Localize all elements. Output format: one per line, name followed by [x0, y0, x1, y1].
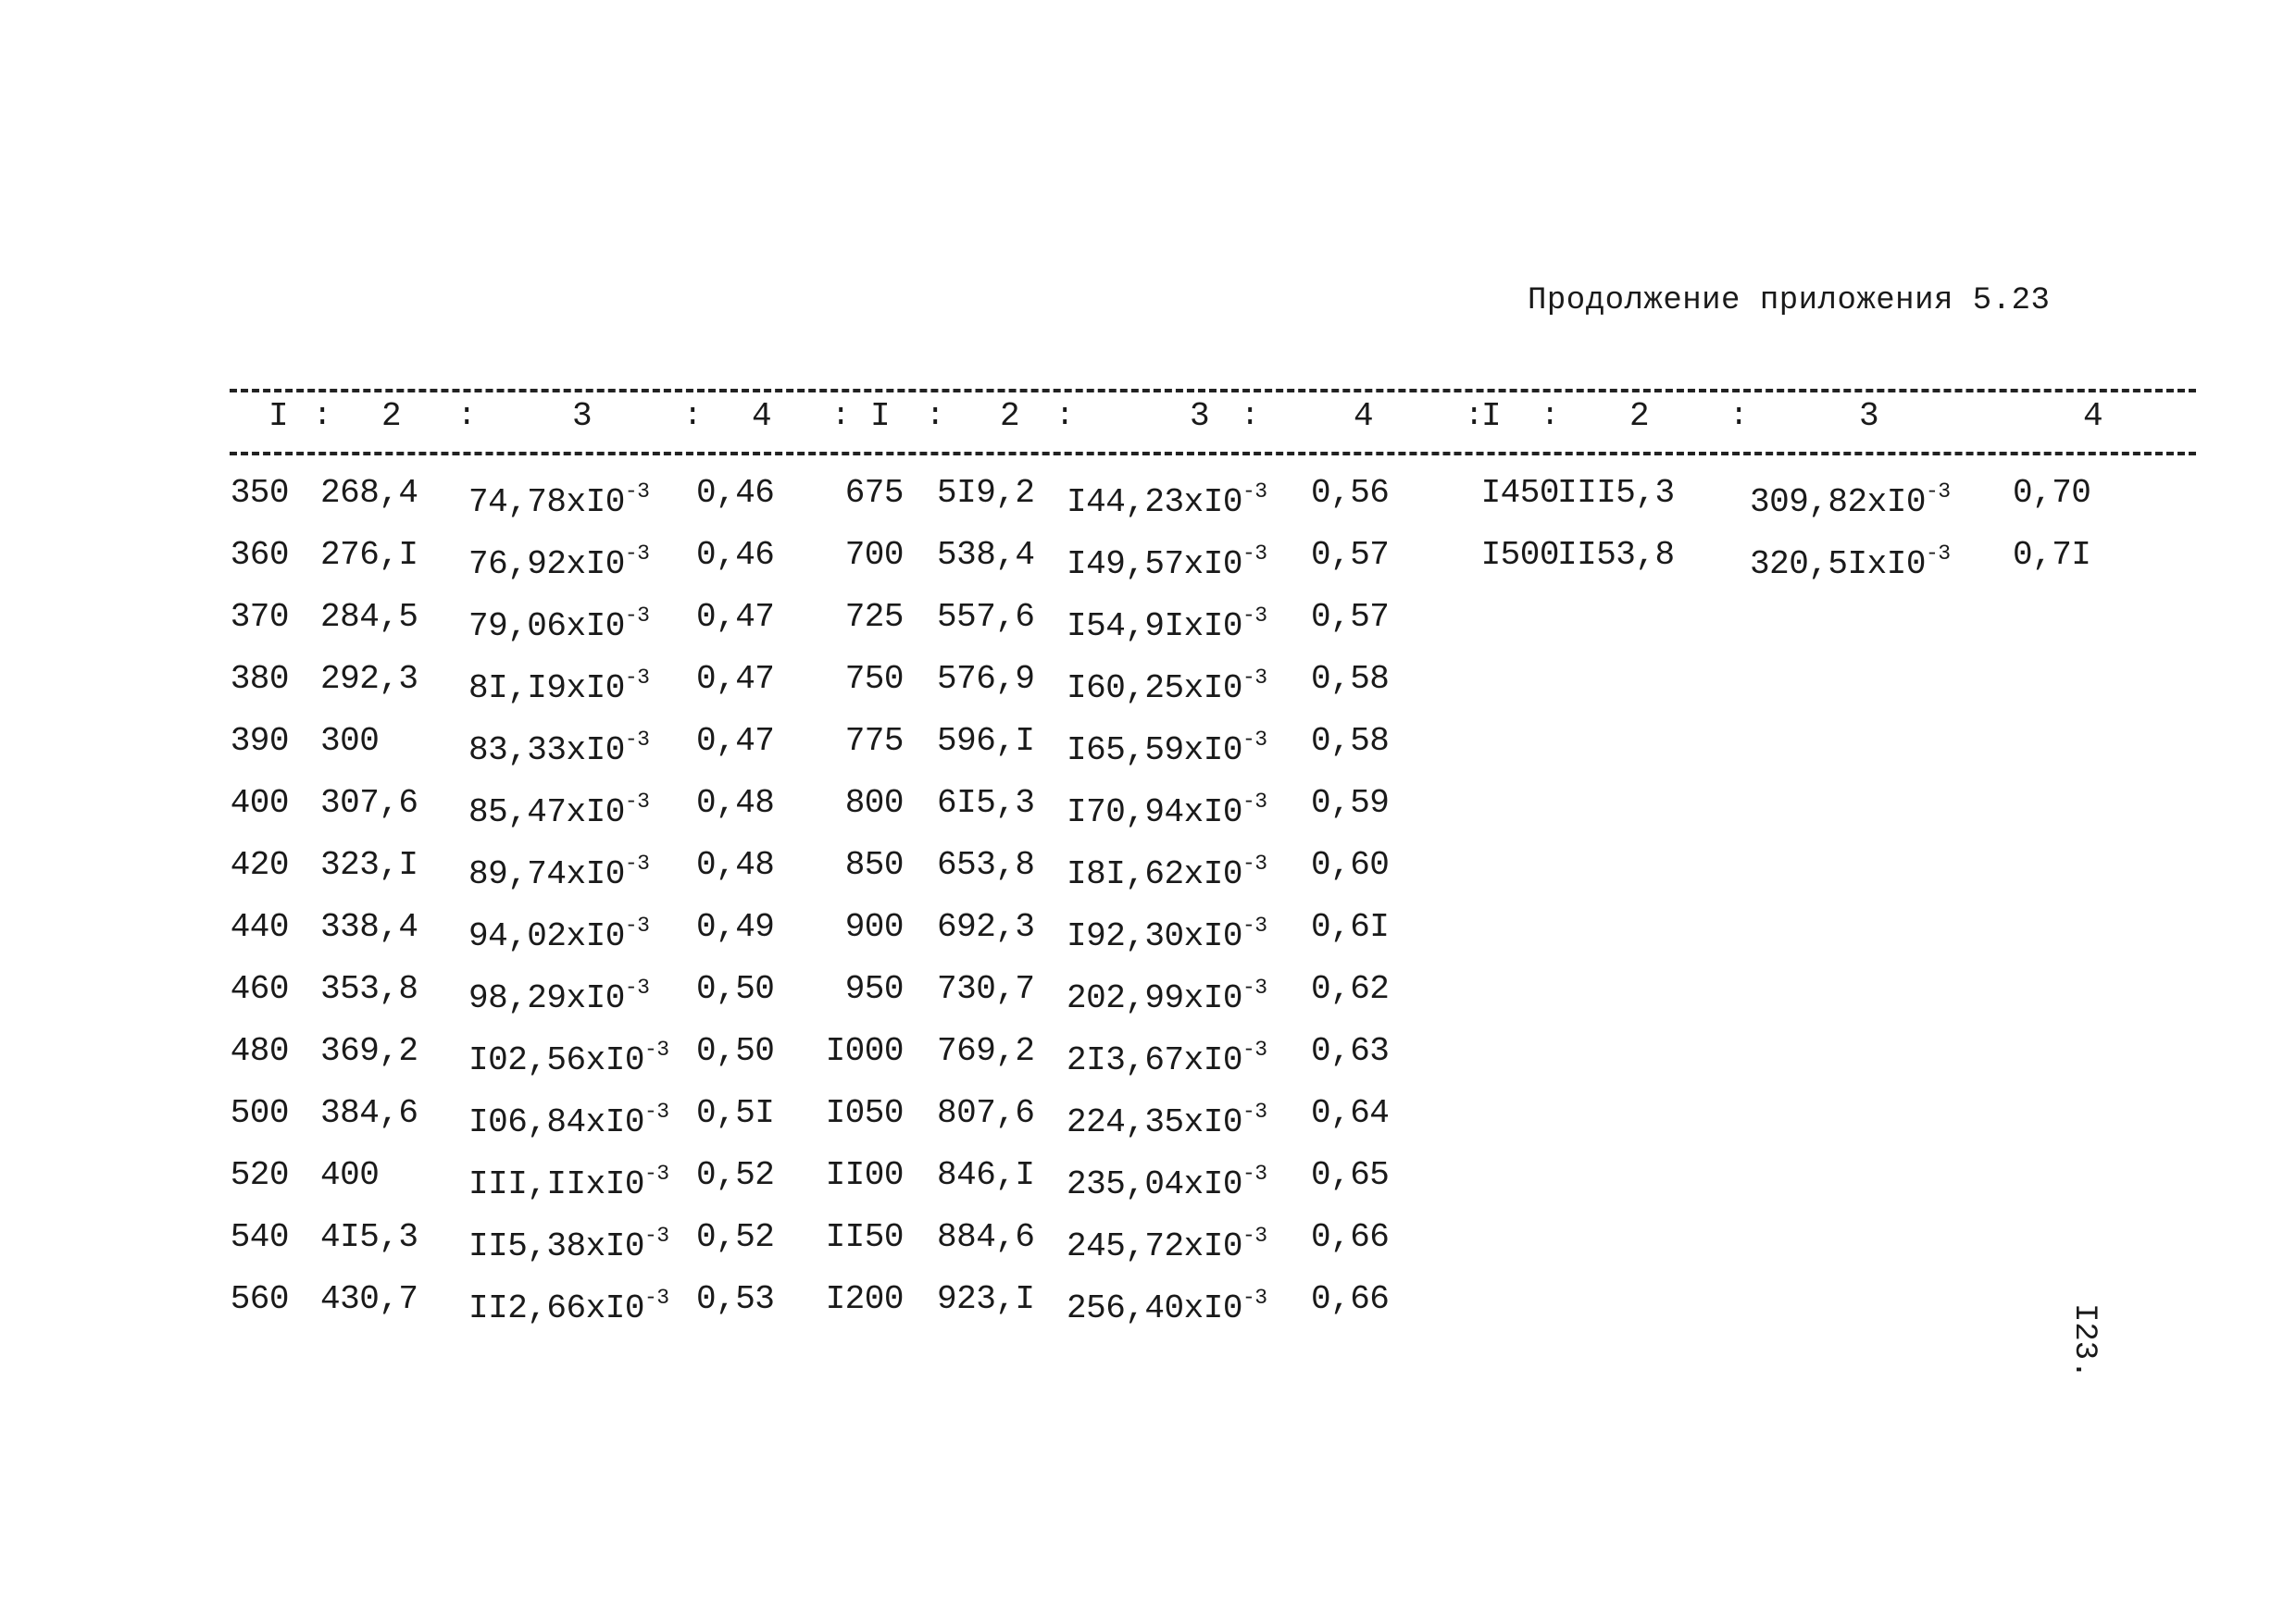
cell-col-2: 384,6	[320, 1094, 418, 1132]
cell-col-3-mantissa: II5,38xI0	[468, 1227, 644, 1265]
table-row	[0, 1207, 2296, 1268]
cell-col-4: 0,50	[696, 970, 775, 1008]
cell-col-4: 0,48	[696, 846, 775, 884]
cell-col-4: 0,53	[696, 1280, 775, 1318]
cell-col-3-mantissa: 85,47xI0	[468, 793, 625, 831]
cell-col-1: I450	[1480, 474, 1559, 512]
cell-col-3-mantissa: 245,72xI0	[1067, 1227, 1242, 1265]
cell-col-4: 0,7I	[2013, 536, 2091, 574]
cell-col-1: 950	[844, 970, 904, 1008]
cell-col-3-mantissa: I06,84xI0	[468, 1103, 644, 1141]
column-separator: :	[313, 399, 332, 434]
cell-col-2: 6I5,3	[937, 784, 1035, 822]
cell-col-3-exponent: -3	[624, 666, 650, 690]
cell-col-3-mantissa: 74,78xI0	[468, 483, 625, 521]
table-row	[0, 711, 2296, 772]
column-separator: :	[831, 399, 851, 434]
cell-col-3-exponent: -3	[1242, 666, 1267, 690]
page-number: I23.	[2066, 1303, 2102, 1379]
column-header-2: 2	[381, 397, 402, 435]
cell-col-2: 692,3	[937, 908, 1035, 946]
cell-col-3	[1750, 463, 1951, 533]
cell-col-2: 653,8	[937, 846, 1035, 884]
table-row	[0, 1021, 2296, 1082]
cell-col-3-mantissa: I44,23xI0	[1067, 483, 1242, 521]
cell-col-1: 540	[230, 1218, 289, 1256]
cell-col-3	[1067, 773, 1267, 843]
page-caption: Продолжение приложения 5.23	[1528, 283, 2051, 318]
cell-col-2: 323,I	[320, 846, 418, 884]
cell-col-1: 400	[230, 784, 289, 822]
column-header-6: 2	[1000, 397, 1020, 435]
cell-col-1: II00	[825, 1156, 904, 1194]
cell-col-4: 0,6I	[1311, 908, 1390, 946]
cell-col-3-exponent: -3	[1242, 914, 1267, 938]
cell-col-1: 520	[230, 1156, 289, 1194]
column-header-4: 4	[752, 397, 772, 435]
cell-col-3-exponent: -3	[624, 976, 650, 1000]
cell-col-3	[1067, 897, 1267, 967]
cell-col-3-mantissa: I70,94xI0	[1067, 793, 1242, 831]
cell-col-2: 353,8	[320, 970, 418, 1008]
cell-col-1: 725	[844, 598, 904, 636]
cell-col-3	[1067, 649, 1267, 719]
cell-col-3-exponent: -3	[624, 479, 650, 504]
cell-col-1: 900	[844, 908, 904, 946]
cell-col-2: 576,9	[937, 660, 1035, 698]
column-header-9: I	[1481, 397, 1502, 435]
cell-col-1: 775	[844, 722, 904, 760]
cell-col-3-mantissa: 8I,I9xI0	[468, 669, 625, 707]
column-separator: :	[1541, 399, 1560, 434]
cell-col-3	[1067, 1269, 1267, 1339]
cell-col-3	[1067, 1021, 1267, 1091]
cell-col-1: I000	[825, 1032, 904, 1070]
cell-col-3-exponent: -3	[624, 604, 650, 628]
cell-col-3-exponent: -3	[1242, 604, 1267, 628]
column-separator: :	[1465, 399, 1484, 434]
column-header-8: 4	[1354, 397, 1374, 435]
cell-col-3-mantissa: 83,33xI0	[468, 731, 625, 769]
cell-col-3-exponent: -3	[624, 914, 650, 938]
cell-col-4: 0,66	[1311, 1280, 1390, 1318]
cell-col-3-mantissa: II2,66xI0	[468, 1289, 644, 1327]
cell-col-3-exponent: -3	[1242, 541, 1267, 566]
cell-col-2: 268,4	[320, 474, 418, 512]
cell-col-3-exponent: -3	[643, 1100, 669, 1124]
cell-col-3-exponent: -3	[1242, 790, 1267, 814]
cell-col-4: 0,50	[696, 1032, 775, 1070]
cell-col-3	[1067, 587, 1267, 657]
cell-col-3	[1067, 1145, 1267, 1215]
cell-col-3-exponent: -3	[624, 852, 650, 876]
cell-col-2: 923,I	[937, 1280, 1035, 1318]
cell-col-3-mantissa: 320,5IxI0	[1750, 545, 1926, 583]
cell-col-2: 596,I	[937, 722, 1035, 760]
column-header-10: 2	[1629, 397, 1650, 435]
column-header-11: 3	[1859, 397, 1879, 435]
table-row	[0, 835, 2296, 896]
cell-col-3-exponent: -3	[624, 541, 650, 566]
cell-col-2: 884,6	[937, 1218, 1035, 1256]
table-row	[0, 1145, 2296, 1206]
cell-col-3-exponent: -3	[1242, 1286, 1267, 1310]
cell-col-3-mantissa: 224,35xI0	[1067, 1103, 1242, 1141]
cell-col-4: 0,64	[1311, 1094, 1390, 1132]
cell-col-1: 360	[230, 536, 289, 574]
cell-col-3-exponent: -3	[1242, 976, 1267, 1000]
cell-col-3	[1067, 1207, 1267, 1277]
cell-col-4: 0,60	[1311, 846, 1390, 884]
cell-col-3-mantissa: I49,57xI0	[1067, 545, 1242, 583]
cell-col-3	[1067, 959, 1267, 1029]
table-row	[0, 649, 2296, 710]
cell-col-4: 0,56	[1311, 474, 1390, 512]
cell-col-3	[1750, 525, 1951, 595]
table-row	[0, 959, 2296, 1020]
cell-col-2: 338,4	[320, 908, 418, 946]
cell-col-1: I500	[1480, 536, 1559, 574]
cell-col-1: 370	[230, 598, 289, 636]
cell-col-2: II53,8	[1557, 536, 1675, 574]
cell-col-2: 369,2	[320, 1032, 418, 1070]
cell-col-4: 0,57	[1311, 536, 1390, 574]
cell-col-3-mantissa: 79,06xI0	[468, 607, 625, 645]
cell-col-1: 675	[844, 474, 904, 512]
cell-col-4: 0,70	[2013, 474, 2091, 512]
cell-col-3-mantissa: 94,02xI0	[468, 917, 625, 955]
cell-col-4: 0,66	[1311, 1218, 1390, 1256]
table-row	[0, 525, 2296, 586]
cell-col-4: 0,46	[696, 474, 775, 512]
cell-col-2: 846,I	[937, 1156, 1035, 1194]
cell-col-3-exponent: -3	[1242, 1038, 1267, 1062]
cell-col-3-mantissa: 89,74xI0	[468, 855, 625, 893]
cell-col-3-mantissa: 76,92xI0	[468, 545, 625, 583]
cell-col-1: 460	[230, 970, 289, 1008]
cell-col-4: 0,47	[696, 722, 775, 760]
cell-col-3-mantissa: 2I3,67xI0	[1067, 1041, 1242, 1079]
cell-col-3-exponent: -3	[1242, 479, 1267, 504]
cell-col-2: 769,2	[937, 1032, 1035, 1070]
cell-col-2: 300	[320, 722, 380, 760]
cell-col-3-mantissa: III,IIxI0	[468, 1165, 644, 1203]
cell-col-2: 4I5,3	[320, 1218, 418, 1256]
cell-col-1: 420	[230, 846, 289, 884]
table-rule-bottom	[230, 452, 2196, 455]
cell-col-3-exponent: -3	[624, 728, 650, 752]
cell-col-3-mantissa: I02,56xI0	[468, 1041, 644, 1079]
cell-col-3	[1067, 835, 1267, 905]
cell-col-1: 380	[230, 660, 289, 698]
cell-col-1: 700	[844, 536, 904, 574]
column-header-3: 3	[572, 397, 593, 435]
cell-col-2: 400	[320, 1156, 380, 1194]
cell-col-3-mantissa: I60,25xI0	[1067, 669, 1242, 707]
cell-col-3-exponent: -3	[624, 790, 650, 814]
cell-col-1: 800	[844, 784, 904, 822]
table-row	[0, 1269, 2296, 1330]
column-separator: :	[1055, 399, 1075, 434]
cell-col-4: 0,5I	[696, 1094, 775, 1132]
cell-col-3-mantissa: I54,9IxI0	[1067, 607, 1242, 645]
cell-col-2: 730,7	[937, 970, 1035, 1008]
cell-col-1: I050	[825, 1094, 904, 1132]
cell-col-4: 0,57	[1311, 598, 1390, 636]
cell-col-4: 0,62	[1311, 970, 1390, 1008]
cell-col-2: III5,3	[1557, 474, 1675, 512]
column-separator: :	[1241, 399, 1260, 434]
column-header-5: I	[870, 397, 891, 435]
cell-col-2: 276,I	[320, 536, 418, 574]
cell-col-1: 350	[230, 474, 289, 512]
cell-col-3-exponent: -3	[643, 1038, 669, 1062]
cell-col-1: 480	[230, 1032, 289, 1070]
cell-col-1: 500	[230, 1094, 289, 1132]
cell-col-2: 807,6	[937, 1094, 1035, 1132]
cell-col-3-mantissa: I92,30xI0	[1067, 917, 1242, 955]
cell-col-4: 0,58	[1311, 660, 1390, 698]
cell-col-4: 0,58	[1311, 722, 1390, 760]
cell-col-1: 750	[844, 660, 904, 698]
cell-col-4: 0,49	[696, 908, 775, 946]
cell-col-3-exponent: -3	[643, 1286, 669, 1310]
cell-col-4: 0,52	[696, 1156, 775, 1194]
cell-col-2: 292,3	[320, 660, 418, 698]
cell-col-4: 0,65	[1311, 1156, 1390, 1194]
cell-col-3-mantissa: I8I,62xI0	[1067, 855, 1242, 893]
cell-col-3-mantissa: 256,40xI0	[1067, 1289, 1242, 1327]
table-row	[0, 1083, 2296, 1144]
column-separator: :	[457, 399, 477, 434]
cell-col-3-mantissa: 235,04xI0	[1067, 1165, 1242, 1203]
column-header-12: 4	[2083, 397, 2103, 435]
cell-col-4: 0,48	[696, 784, 775, 822]
column-separator: :	[683, 399, 703, 434]
cell-col-2: 307,6	[320, 784, 418, 822]
column-separator: :	[926, 399, 945, 434]
cell-col-3-exponent: -3	[1925, 541, 1951, 566]
cell-col-3-mantissa: I65,59xI0	[1067, 731, 1242, 769]
cell-col-3-exponent: -3	[1242, 1162, 1267, 1186]
cell-col-4: 0,63	[1311, 1032, 1390, 1070]
cell-col-1: 560	[230, 1280, 289, 1318]
table-rule-top	[230, 389, 2196, 392]
column-header-1: I	[268, 397, 289, 435]
cell-col-3-exponent: -3	[643, 1224, 669, 1248]
cell-col-1: I200	[825, 1280, 904, 1318]
cell-col-3-exponent: -3	[1242, 852, 1267, 876]
table-row	[0, 773, 2296, 834]
cell-col-3-mantissa: 202,99xI0	[1067, 979, 1242, 1017]
table-row	[0, 587, 2296, 648]
cell-col-3-exponent: -3	[643, 1162, 669, 1186]
cell-col-2: 557,6	[937, 598, 1035, 636]
cell-col-3-mantissa: 309,82xI0	[1750, 483, 1926, 521]
table-row	[0, 463, 2296, 524]
cell-col-4: 0,52	[696, 1218, 775, 1256]
cell-col-1: 850	[844, 846, 904, 884]
cell-col-3-exponent: -3	[1242, 1224, 1267, 1248]
table-row	[0, 897, 2296, 958]
cell-col-4: 0,59	[1311, 784, 1390, 822]
cell-col-4: 0,47	[696, 660, 775, 698]
cell-col-2: 538,4	[937, 536, 1035, 574]
cell-col-3-exponent: -3	[1925, 479, 1951, 504]
cell-col-2: 430,7	[320, 1280, 418, 1318]
cell-col-3	[1067, 1083, 1267, 1153]
cell-col-3-mantissa: 98,29xI0	[468, 979, 625, 1017]
column-separator: :	[1729, 399, 1749, 434]
cell-col-3	[1067, 711, 1267, 781]
cell-col-1: 440	[230, 908, 289, 946]
cell-col-2: 5I9,2	[937, 474, 1035, 512]
cell-col-3-exponent: -3	[1242, 1100, 1267, 1124]
cell-col-2: 284,5	[320, 598, 418, 636]
cell-col-1: II50	[825, 1218, 904, 1256]
cell-col-4: 0,46	[696, 536, 775, 574]
cell-col-1: 390	[230, 722, 289, 760]
column-header-7: 3	[1190, 397, 1210, 435]
cell-col-3-exponent: -3	[1242, 728, 1267, 752]
cell-col-4: 0,47	[696, 598, 775, 636]
